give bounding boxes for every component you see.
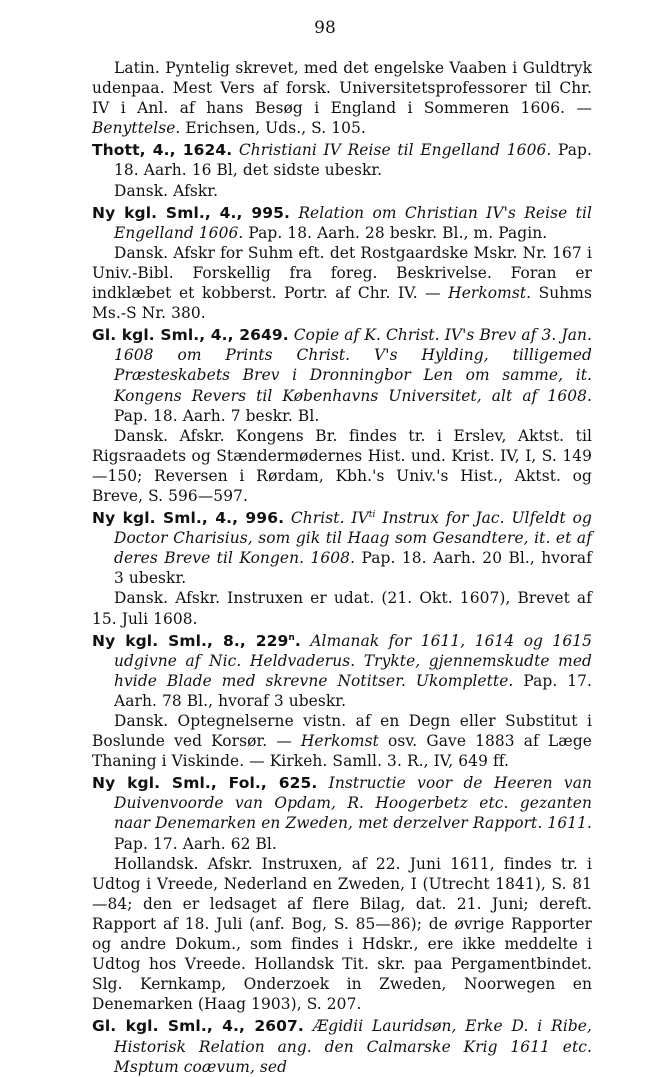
entry-paragraph: Dansk. Afskr.	[114, 181, 219, 200]
catalog-entry	[92, 773, 592, 853]
entry-title: Ægidii Lauridsøn, Erke D. i Ribe, Historisk Relation ang. den Calmarske Krig 1611 etc. Msptum coævum, sed	[114, 1017, 592, 1076]
catalog-entry	[92, 631, 592, 711]
entry-physical-description: Pap. 18. Aarh. 20 Bl., hvoraf 3 ubeskr.	[114, 549, 592, 588]
shelfmark-heading: Ny kgl. Sml., Fol., 625.	[92, 774, 318, 793]
entry-paragraph: Dansk. Afskr. Instruxen er udat. (21. Okt. 1607), Brevet af 15. Juli 1608.	[92, 589, 592, 628]
catalog-entry	[92, 140, 592, 180]
entry-paragraph: Latin. Pyntelig skrevet, med det engelske Vaaben i Guldtryk udenpaa. Mest Vers af forsk. Universitetsprofessorer til Chr. IV i Anl. af hans Besøg i England i Sommeren 1606. — Benyttelse. Erichsen, Uds., S. 105.	[92, 59, 592, 138]
shelfmark-heading: Gl. kgl. Sml., 4., 2607.	[92, 1017, 304, 1036]
shelfmark-heading: Ny kgl. Sml., 8., 229$^n$.	[92, 631, 301, 650]
entry-paragraph: Dansk. Afskr. Kongens Br. findes tr. i Erslev, Aktst. til Rigsraadets og Stændermødernes Hist. und. Krist. IV, I, S. 149—150; Reversen i Rørdam, Kbh.'s Univ.'s Hist., Aktst. og Breve, S. 596—597.	[92, 426, 592, 505]
document-body	[92, 58, 592, 1077]
shelfmark-heading: Gl. kgl. Sml., 4., 2649.	[92, 326, 289, 345]
catalog-entry	[92, 203, 592, 243]
entry-paragraph: Hollandsk. Afskr. Instruxen, af 22. Juni 1611, findes tr. i Udtog i Vreede, Nederland en Zweden, I (Utrecht 1841), S. 81—84; den er ledsaget af flere Bilag, dat. 21. Juni; dereft. Rapport af 18. Juli (anf. Bog, S. 85—86); de øvrige Rapporter og andre Dokum., som findes i Hdskr., ere ikke meddelte i Udtog hos Vreede. Hollandsk Tit. skr. paa Pergamentbindet. Slg. Kernkamp, Onderzoek in Zweden, Noorwegen en Denemarken (Haag 1903), S. 207.	[92, 854, 592, 1014]
entry-paragraph: Dansk. Optegnelserne vistn. af en Degn eller Substitut i Boslunde ved Korsør. — Herkomst osv. Gave 1883 af Læge Thaning i Viskinde. — Kirkeh. Samll. 3. R., IV, 649 ff.	[92, 712, 592, 771]
entry-title: Christ. $IV^{ti}$ Instrux for Jac. Ulfeldt og Doctor Charisius, som gik til Haag som Gesandtere, it. et af deres Breve til Kongen. 1608.	[114, 509, 592, 568]
catalog-entry	[92, 1016, 592, 1076]
page-number: 98	[314, 18, 336, 38]
entry-physical-description: Pap. 18. Aarh. 7 beskr. Bl.	[114, 406, 320, 425]
entry-physical-description: Pap. 17. Aarh. 62 Bl.	[114, 834, 277, 853]
shelfmark-heading: Ny kgl. Sml., 4., 996.	[92, 509, 285, 528]
entry-title: Almanak for 1611, 1614 og 1615 udgivne af Nic. Heldvaderus. Trykte, gjennemskudte med hvide Blade med skrevne Notitser. Ukomplette.	[114, 631, 592, 690]
shelfmark-heading: Thott, 4., 1624.	[92, 141, 233, 160]
entry-title: Christiani IV Reise til Engelland 1606.	[238, 141, 552, 160]
entry-title: Relation om Christian IV's Reise til Engelland 1606.	[114, 203, 592, 242]
entry-physical-description: Pap. 18. Aarh. 16 Bl, det sidste ubeskr.	[114, 141, 592, 180]
catalog-entry	[92, 508, 592, 588]
catalog-entry	[92, 325, 592, 425]
shelfmark-heading: Ny kgl. Sml., 4., 995.	[92, 203, 290, 222]
entry-physical-description: Pap. 18. Aarh. 28 beskr. Bl., m. Pagin.	[243, 223, 548, 242]
entry-title: Copie af K. Christ. IV's Brev af 3. Jan. 1608 om Prints Christ. V's Hylding, tilligemed Præsteskabets Brev i Dronningbor Len om samme, it. Kongens Revers til Københavns Universitet, alt af 1608.	[114, 326, 592, 405]
entry-paragraph: Dansk. Afskr for Suhm eft. det Rostgaardske Mskr. Nr. 167 i Univ.-Bibl. Forskellig fra foreg. Beskrivelse. Foran er indklæbet et kobberst. Portr. af Chr. IV. — Herkomst. Suhms Ms.-S Nr. 380.	[92, 243, 592, 323]
entry-physical-description: Pap. 17. Aarh. 78 Bl., hvoraf 3 ubeskr.	[114, 671, 592, 710]
entry-title: Instructie voor de Heeren van Duivenvoorde van Opdam, R. Hoogerbetz etc. gezanten naar Denemarken en Zweden, met derzelver Rapport. 1611.	[114, 774, 592, 833]
